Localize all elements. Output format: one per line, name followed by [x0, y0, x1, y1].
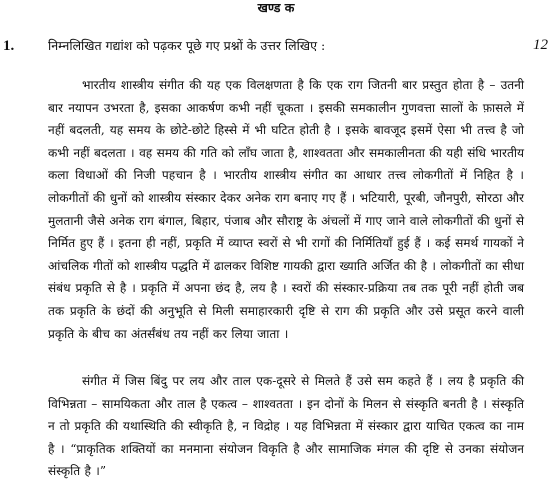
question-instruction: निम्नलिखित गद्यांश को पढ़कर पूछे गए प्रश्नों के उत्तर लिखिए :: [48, 38, 326, 53]
passage-paragraph: भारतीय शास्त्रीय संगीत की यह एक विलक्षणता है कि एक राग जितनी बार प्रस्तुत होता है – उतनी बार नयापन उभरता है, इसका आकर्षण कभी नहीं चूकता । इसकी समकालीन गुणवत्ता सालों के फ़ासले में नहीं बदलती, यह समय के छोटे-छोटे हिस्से में भी घटित होती है । इसके बावजूद इसमें ऐसा भी तत्त्व है जो कभी नहीं बदलता । वह समय की गति को लाँघ जाता है, शाश्वतता और समकालीनता की यही संधि भारतीय कला विधाओं की निजी पहचान है । भारतीय शास्त्रीय संगीत का आधार तत्त्व लोकगीतों में निहित है । लोकगीतों की धुनों को शास्त्रीय संस्कार देकर अनेक राग बनाए गए हैं । भटियारी, पूरबी, जौनपुरी, सोरठा और मुलतानी जैसे अनेक राग बंगाल, बिहार, पंजाब और सौराष्ट्र के अंचलों में गाए जाने वाले लोकगीतों की धुनों से निर्मित हुए हैं । इतना ही नहीं, प्रकृति में व्याप्त स्वरों से भी रागों की निर्मितियाँ हुई हैं । कई समर्थ गायकों ने आंचलिक गीतों को शास्त्रीय पद्धति में ढालकर विशिष्ट गायकी द्वारा ख्याति अर्जित की है । लोकगीतों का सीधा संबंध प्रकृति से है । प्रकृति में अपना छंद है, लय है । स्वरों की संस्कार-प्रक्रिया तब तक पूरी नहीं होती जब तक प्रकृति के छंदों की अनुभूति से मिली समाहारकारी दृष्टि से राग की प्रकृति और उसे प्रसूत करने वाली प्रकृति के बीच का अंतर्संबंध तय नहीं कर लिया जाता ।: [48, 78, 524, 341]
question-marks: 12: [533, 37, 548, 53]
question-number: 1.: [3, 38, 15, 54]
passage-paragraph: संगीत में जिस बिंदु पर लय और ताल एक-दूसरे से मिलते हैं उसे सम कहते हैं । लय है प्रकृति की विभिन्नता – सामयिकता और ताल है एकत्व – शाश्वतता । इन दोनों के मिलन से संस्कृति बनती है । संस्कृति न तो प्रकृति की यथास्थिति की स्वीकृति है, न विद्रोह । यह विभिन्नता में संस्कार द्वारा याचित एकत्व का नाम है । “प्राकृतिक शक्तियों का मनमाना संयोजन विकृति है और सामाजिक मंगल की दृष्टि से उनका संयोजन संस्कृति है ।”: [48, 374, 524, 479]
section-heading: खण्ड क: [257, 0, 295, 15]
